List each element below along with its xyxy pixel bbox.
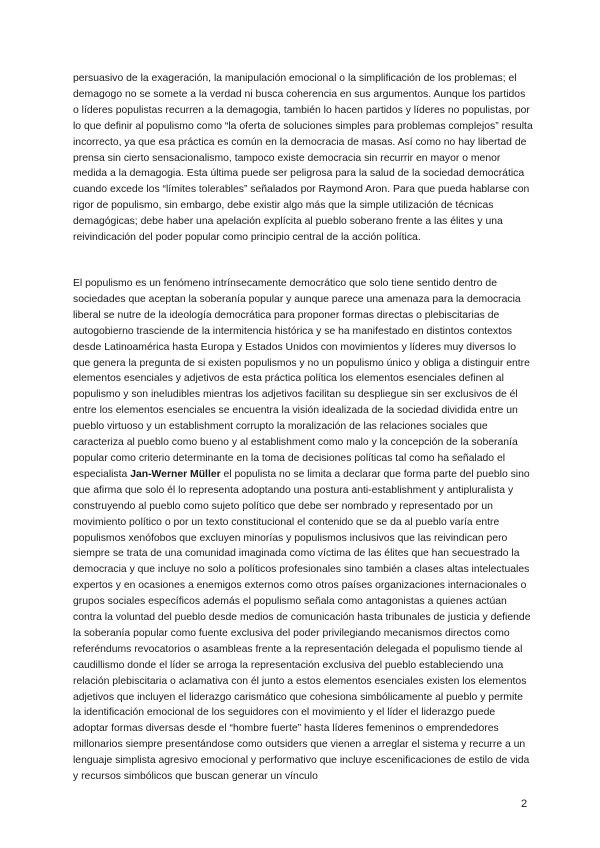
- author-name: Jan-Werner Müller: [130, 468, 221, 480]
- paragraph-text-before-author: El populismo es un fenómeno intrínsecamente democrático que solo tiene sentido dentro de sociedades que aceptan la soberanía popular y aunque parece una amenaza para la democracia liberal se nutre de la ideología democrática para proponer formas directas o plebiscitarias de autogobierno trasciende de la intermitencia histórica y se ha manifestado en distintos contextos desde Latinoamérica hasta Europa y Estados Unidos con movimientos y líderes muy diversos lo que genera la pregunta de si existen populismos y no un populismo único y obliga a distinguir entre elementos esenciales y adjetivos de esta práctica política los elementos esenciales definen al populismo y son ineludibles mientras los adjetivos facilitan su despliegue sin ser exclusivos de él entre los elementos esenciales se encuentra la visión idealizada de la sociedad dividida entre un pueblo virtuoso y un establishment corrupto la moralización de las relaciones sociales que caracteriza al pueblo como bueno y al establishment como malo y la concepción de la soberanía popular como criterio determinante en la toma de decisiones políticas tal como ha señalado el especialista: [73, 278, 530, 480]
- paragraph-demagogia: persuasivo de la exageración, la manipulación emocional o la simplificación de los problemas; el demagogo no se somete a la verdad ni busca coherencia en sus argumentos. Aunque los partidos o líderes populistas recurren a la demagogia, también lo hacen partidos y líderes no populistas, por lo que definir al populismo como “la oferta de soluciones simples para problemas complejos” resulta incorrecto, ya que esa práctica es común en la democracia de masas. Así como no hay libertad de prensa sin cierto sensacionalismo, tampoco existe democracia sin recurrir en mayor o menor medida a la demagogia. Esta última puede ser peligrosa para la salud de la sociedad democrática cuando excede los “límites tolerables” señalados por Raymond Aron. Para que pueda hablarse con rigor de populismo, sin embargo, debe existir algo más que la simple utilización de técnicas demagógicas; debe haber una apelación explícita al pueblo soberano frente a las élites y una reivindicación del poder popular como principio central de la acción política.: [73, 73, 533, 244]
- paragraph-text-after-author: el populista no se limita a declarar que forma parte del pueblo sino que afirma que solo él lo representa adoptando una postura anti-establishment y antipluralista y construyendo al pueblo como sujeto político que debe ser nombrado y representado por un movimiento político o por un texto constitucional el contenido que se da al pueblo varía entre populismos xenófobos que excluyen minorías y populismos inclusivos que las reivindican pero siempre se trata de una comunidad imaginada como víctima de las élites que han secuestrado la democracia y que incluye no solo a políticos profesionales sino también a clases altas intelectuales expertos y en ocasiones a enemigos externos como otros países organizaciones internacionales o grupos sociales específicos además el populismo señala como antagonistas a quienes actúan contra la voluntad del pueblo desde medios de comunicación hasta tribunales de justicia y defiende la soberanía popular como fuente exclusiva del poder privilegiando mecanismos directos como referéndums revocatorios o asambleas frente a la representación delegada el populismo tiende al caudillismo donde el líder se arroga la representación exclusiva del pueblo estableciendo una relación plebiscitaria o aclamativa con él junto a estos elementos esenciales existen los elementos adjetivos que incluyen el liderazgo carismático que cohesiona simbólicamente al pueblo y permite la identificación emocional de los seguidores con el movimiento y el líder el liderazgo puede adoptar formas diversas desde el “hombre fuerte” hasta líderes femeninos o emprendedores millonarios siempre presentándose como outsiders que vienen a arreglar el sistema y recurre a un lenguaje simplista agresivo emocional y performativo que incluye escenificaciones de estilo de vida y recursos simbólicos que buscan generar un vínculo: [73, 468, 531, 783]
- paragraph-populismo: [73, 276, 533, 785]
- page-number: 2: [521, 798, 528, 810]
